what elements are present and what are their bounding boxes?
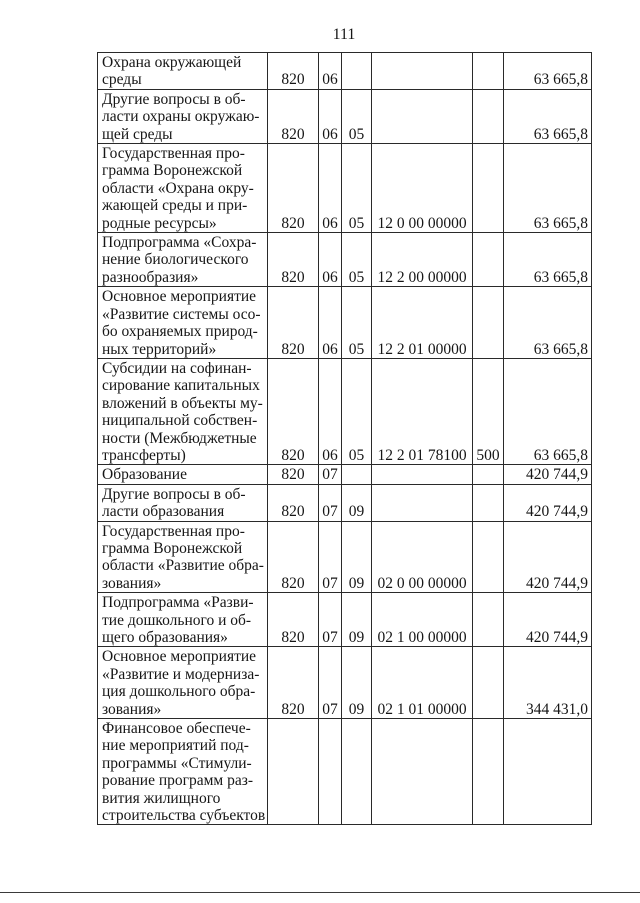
subsection-code-cell: 05 [342, 358, 372, 464]
target-article-cell: 12 2 01 00000 [372, 287, 473, 359]
expense-type-cell: 500 [473, 358, 504, 464]
department-code-cell: 820 [268, 144, 319, 233]
row-name-cell: Другие вопросы в об- ласти образования [98, 484, 268, 521]
target-article-cell [372, 465, 473, 484]
section-code-cell: 06 [319, 53, 342, 90]
table-row [98, 521, 592, 593]
amount-cell: 63 665,8 [504, 233, 592, 287]
amount-cell: 63 665,8 [504, 89, 592, 143]
section-code-cell: 06 [319, 358, 342, 464]
subsection-code-cell: 05 [342, 144, 372, 233]
target-article-cell: 02 0 00 00000 [372, 521, 473, 593]
subsection-code-cell: 09 [342, 484, 372, 521]
target-article-cell: 12 2 01 78100 [372, 358, 473, 464]
row-name-cell: Подпрограмма «Разви- тие дошкольного и об- щего образования» [98, 593, 268, 647]
amount-cell: 420 744,9 [504, 593, 592, 647]
section-code-cell: 07 [319, 521, 342, 593]
department-code-cell: 820 [268, 593, 319, 647]
subsection-code-cell: 09 [342, 647, 372, 719]
row-name-cell: Образование [98, 465, 268, 484]
amount-cell: 344 431,0 [504, 647, 592, 719]
amount-cell [504, 719, 592, 825]
section-code-cell [319, 719, 342, 825]
amount-cell: 420 744,9 [504, 484, 592, 521]
section-code-cell: 07 [319, 465, 342, 484]
section-code-cell: 06 [319, 233, 342, 287]
amount-cell: 63 665,8 [504, 287, 592, 359]
department-code-cell [268, 719, 319, 825]
table-row [98, 144, 592, 233]
department-code-cell: 820 [268, 484, 319, 521]
subsection-code-cell: 09 [342, 521, 372, 593]
table-body [98, 53, 592, 825]
section-code-cell: 07 [319, 647, 342, 719]
section-code-cell: 07 [319, 484, 342, 521]
department-code-cell: 820 [268, 521, 319, 593]
row-name-cell: Другие вопросы в об- ласти охраны окружаю- щей среды [98, 89, 268, 143]
target-article-cell [372, 53, 473, 90]
table-row [98, 358, 592, 464]
department-code-cell: 820 [268, 647, 319, 719]
subsection-code-cell: 05 [342, 89, 372, 143]
amount-cell: 63 665,8 [504, 144, 592, 233]
section-code-cell: 07 [319, 593, 342, 647]
row-name-cell: Государственная про- грамма Воронежской области «Развитие обра- зования» [98, 521, 268, 593]
table-row [98, 593, 592, 647]
section-code-cell: 06 [319, 89, 342, 143]
expense-type-cell [473, 465, 504, 484]
section-code-cell: 06 [319, 144, 342, 233]
department-code-cell: 820 [268, 233, 319, 287]
table-row [98, 719, 592, 825]
expense-type-cell [473, 521, 504, 593]
amount-cell: 63 665,8 [504, 358, 592, 464]
table-row [98, 465, 592, 484]
expense-type-cell [473, 719, 504, 825]
subsection-code-cell: 09 [342, 593, 372, 647]
table-row [98, 484, 592, 521]
expense-type-cell [473, 53, 504, 90]
budget-table [97, 52, 592, 825]
page-number: 111 [332, 26, 356, 43]
department-code-cell: 820 [268, 89, 319, 143]
amount-cell: 420 744,9 [504, 521, 592, 593]
subsection-code-cell [342, 719, 372, 825]
subsection-code-cell [342, 53, 372, 90]
target-article-cell: 02 1 01 00000 [372, 647, 473, 719]
table-row [98, 233, 592, 287]
target-article-cell [372, 89, 473, 143]
expense-type-cell [473, 89, 504, 143]
section-code-cell: 06 [319, 287, 342, 359]
table-row [98, 647, 592, 719]
row-name-cell: Финансовое обеспече- ние мероприятий под- программы «Стимули- рование программ раз- вития жилищного строительства субъектов [98, 719, 268, 825]
target-article-cell: 12 0 00 00000 [372, 144, 473, 233]
row-name-cell: Подпрограмма «Сохра- нение биологического разнообразия» [98, 233, 268, 287]
expense-type-cell [473, 144, 504, 233]
row-name-cell: Охрана окружающей среды [98, 53, 268, 90]
subsection-code-cell [342, 465, 372, 484]
department-code-cell: 820 [268, 358, 319, 464]
amount-cell: 63 665,8 [504, 53, 592, 90]
department-code-cell: 820 [268, 465, 319, 484]
subsection-code-cell: 05 [342, 233, 372, 287]
department-code-cell: 820 [268, 53, 319, 90]
target-article-cell: 12 2 00 00000 [372, 233, 473, 287]
target-article-cell [372, 484, 473, 521]
target-article-cell: 02 1 00 00000 [372, 593, 473, 647]
row-name-cell: Основное мероприятие «Развитие системы осо- бо охраняемых природ- ных территорий» [98, 287, 268, 359]
expense-type-cell [473, 593, 504, 647]
expense-type-cell [473, 647, 504, 719]
row-name-cell: Государственная про- грамма Воронежской области «Охрана окру- жающей среды и при- родные ресурсы» [98, 144, 268, 233]
scan-edge-line [0, 892, 640, 893]
table-row [98, 89, 592, 143]
table-row [98, 53, 592, 90]
expense-type-cell [473, 484, 504, 521]
table-row [98, 287, 592, 359]
row-name-cell: Основное мероприятие «Развитие и модерниза- ция дошкольного обра- зования» [98, 647, 268, 719]
target-article-cell [372, 719, 473, 825]
expense-type-cell [473, 233, 504, 287]
amount-cell: 420 744,9 [504, 465, 592, 484]
expense-type-cell [473, 287, 504, 359]
row-name-cell: Субсидии на софинан- сирование капитальных вложений в объекты му- ниципальной собствен- ности (Межбюджетные трансферты) [98, 358, 268, 464]
subsection-code-cell: 05 [342, 287, 372, 359]
department-code-cell: 820 [268, 287, 319, 359]
